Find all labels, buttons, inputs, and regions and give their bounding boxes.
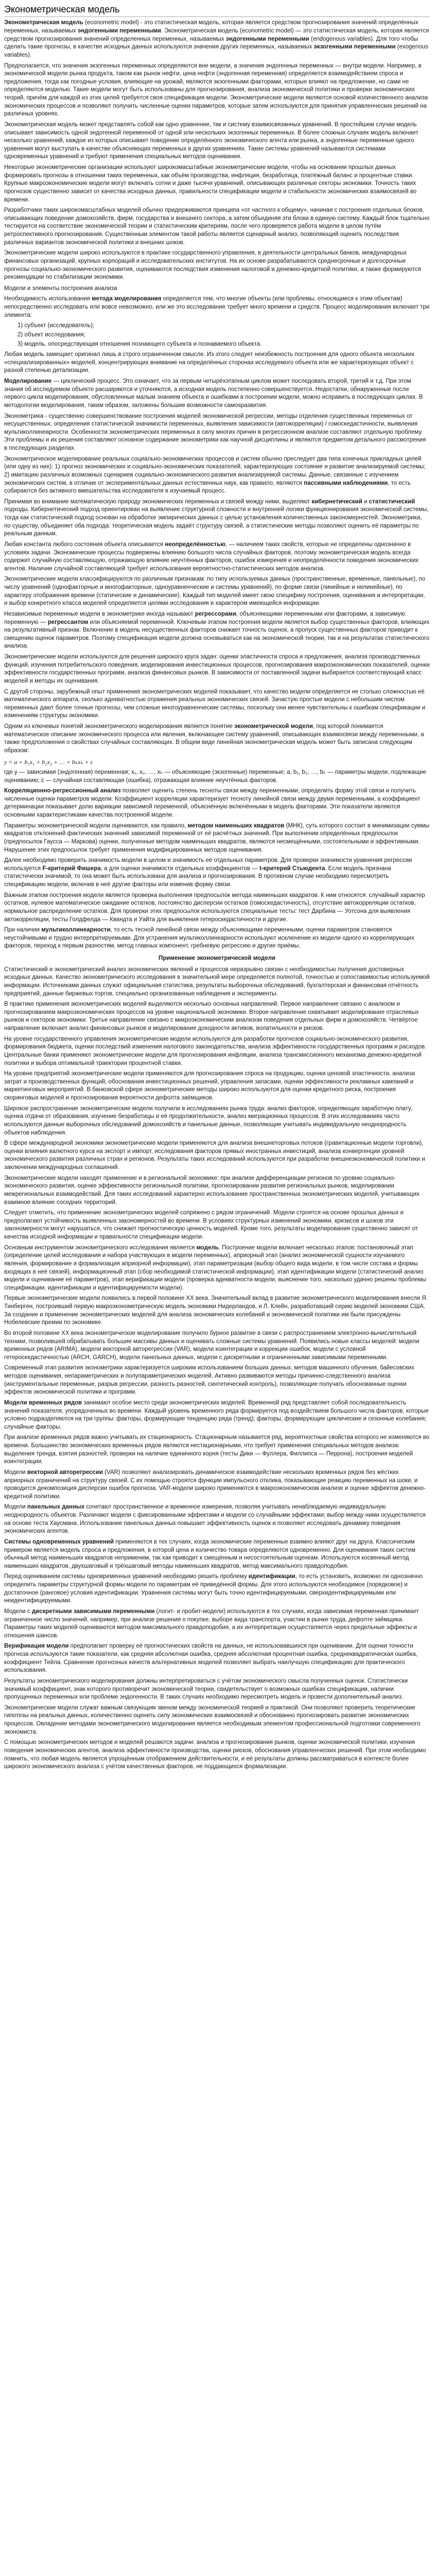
paragraph: [4, 351, 430, 375]
text-run: предполагает проверку её прогностических свойств на данных, не использовавшихся при оценивании. Для оценки точности прогноза используются такие показатели, как средняя абсолютная ошибка, средняя абсолютная процентная ошибка, среднеквадратическая ошибка, коэффициент Тейла. Сравнение прогнозных качеств альтернативных моделей позволяет выбрать наилучшую спецификацию для практического использования.: [4, 1643, 417, 1674]
emphasis-term: дискретными зависимыми переменными: [31, 1608, 155, 1615]
text-run: Некоторые эконометрические организации используют широкомасштабные эконометрические модели, чтобы на основании прошлых данных формировать прогнозы в отношении таких переменных, как объём производства, инфляция, безработица, платёжный баланс и процентные ставки. Крупные макроэкономические модели могут включать сотни и даже тысячи уравнений, описывающих различные секторы экономики. Точность таких прогнозов существенно зависит от качества исходных данных, правильности спецификации модели и стабильности экономических взаимосвязей во времени.: [4, 164, 417, 203]
text-run: Эконометрические модели используются для решения широкого круга задач: оценки эластичности спроса и предложения, анализа производственных функций, изучения потребительского поведения, моделирования инвестиционных процессов, прогнозирования макроэкономических показателей, оценки эффективности государственных программ, анализа финансовых рынков. В зависимости от поставленной задачи выбирается соответствующий класс моделей и методы их оценивания.: [4, 654, 430, 684]
emphasis-term: F-критерий Фишера: [42, 865, 101, 872]
text-run: где y — зависимая (эндогенная) переменная; x₁, x₂, …, xₖ — объясняющие (экзогенные) переменные; a, b₁, b₂, …, bₖ — параметры модели, подлежащие оцениванию; ε — случайная составляющая (ошибка), отражающая влияние неучтённых факторов.: [4, 769, 427, 784]
text-run: — циклический процесс. Это означает, что за первым четырёхэтапным циклом может последовать второй, третий и т.д. При этом знания об исследуемом объекте расширяются и уточняются, а исходная модель постепенно совершенствуется. Недостатки, обнаруженные после первого цикла моделирования, обусловленные малым знанием объекта и ошибками в построении модели, можно исправить в последующих циклах. В методологии моделирования, таким образом, заложены большие возможности самоsразвития.: [4, 378, 423, 409]
paragraph: [4, 1434, 430, 1466]
paragraph: [4, 611, 430, 651]
paragraph: [4, 892, 430, 924]
paragraph: [4, 1244, 430, 1293]
paragraph: [4, 455, 430, 496]
text-run: , объясняющими переменными или факторами, а зависимую переменную —: [4, 611, 406, 625]
text-run: (VAR) позволяют анализировать динамическое взаимодействие нескольких временных рядов без жёстких априорных ограничений на структуру связей. С их помощью строятся функции импульсного отклика, показывающие реакцию переменных на шоки, и проводится декомпозиция дисперсии ошибок прогноза. VAR-модели широко применяются в макроэкономическом анализе и оценке эффектов денежно-кредитной политики.: [4, 1469, 426, 1500]
text-run: Перед оцениванием системы одновременных уравнений необходимо решить проблему: [4, 1573, 249, 1580]
emphasis-term: регрессантом: [47, 619, 89, 625]
paragraph: [4, 1070, 430, 1103]
paragraph: [4, 1677, 430, 1702]
text-run: , — наличием таких свойств, которые не определены однозначно в условиях задачи. Экономические процессы подвержены влиянию большого числа случайных факторов, поэтому эконометрическая модель всегда содержит случайную составляющую, отражающую влияние неучтённых факторов, ошибок измерения и неопределённости поведения экономических агентов. Наличие случайной составляющей требует использования вероятностно-статистических методов анализа.: [4, 541, 419, 572]
text-run: занимают особое место среди эконометрических моделей. Временной ряд представляет собой последовательность значений показателя, упорядоченных во времени. Каждый уровень временного ряда формируется под воздействием большого числа факторов, которые условно подразделяются на три группы: факторы, формирующие тенденцию ряда (тренд); факторы, формирующие циклические и сезонные колебания; случайные факторы.: [4, 1399, 429, 1430]
text-run: Далее необходимо проверить значимость модели в целом и значимость её отдельных параметров. Для проверки значимости уравнения регрессии используется: [4, 857, 412, 872]
text-run: Важным этапом построения модели является проверка выполнения предпосылок метода наименьших квадратов. К ним относятся: случайный характер остатков, нулевое математическое ожидание остатков, постоянство дисперсии остатков (гомоскедастичность), отсутствие автокорреляции остатков, нормальное распределение остатков. Для проверки этих предпосылок используются специальные тесты: тест Дарбина — Уотсона для выявления автокорреляции, тесты Голдфелда — Квандта и Уайта для выявления гетероскедастичности и другие.: [4, 892, 425, 923]
section-heading-application: Применение эконометрической модели: [159, 955, 275, 962]
paragraph: [4, 1538, 430, 1571]
paragraph: [4, 249, 430, 282]
emphasis-term: экзогенными переменными: [313, 44, 396, 50]
text-run: Широкое распространение эконометрические модели получили в исследованиях рынка труда: анализ факторов, определяющих заработную плату, оценка отдачи от образования, изучение безработицы и её продолжительности, анализ миграционных процессов. В этих исследованиях часто используются данные выборочных обследований домохозяйств и панельные данные, позволяющие учитывать индивидуальную неоднородность объектов наблюдения.: [4, 1105, 412, 1136]
text-run: . Построение модели включает несколько этапов: постановочный этап (определение целей исследования и набора участвующих в модели переменных), априорный этап (анализ экономической сущности изучаемого явления, формирование и формализация априорной информации), этап параметризации (выбор общего вида модели, в том числе состава и формы входящих в неё связей), информационный этап (сбор необходимой статистической информации), этап идентификации модели (статистический анализ модели и оценивание её параметров), этап верификации модели (проверка адекватности модели, выяснение того, насколько удачно решены проблемы спецификации, идентификации и идентифицируемости модели).: [4, 1244, 427, 1291]
emphasis-term: эконометрической модели: [234, 723, 313, 730]
paragraph: [4, 1036, 430, 1068]
paragraph: [4, 1573, 430, 1605]
text-run: Эконометрические модели находят применение и в региональной экономике: при анализе дифференциации регионов по уровню социально-экономического развития, оценке эффективности региональной политики, прогнозировании развития региональных рынков, моделировании межрегиональных взаимодействий. Для таких исследований характерно использование пространственных эконометрических моделей, учитывающих взаимное влияние соседних территорий.: [4, 1175, 420, 1206]
emphasis-term: панельных данных: [27, 1504, 85, 1511]
paragraph: [4, 378, 430, 410]
paragraph: [4, 498, 430, 538]
emphasis-term: Корреляционно-регрессионный анализ: [4, 788, 121, 794]
emphasis-term: методом наименьших квадратов: [187, 822, 285, 829]
text-run: (логит- и пробит-модели) используются в тех случаях, когда зависимая переменная принимает ограниченное число значений, например, при анализе решения о покупке, выборе вида транспорта, участии в рынке труда, дефолте заёмщика. Параметры таких моделей оцениваются методом максимального правдоподобия, а их интерпретация осуществляется через предельные эффекты и отношения шансов.: [4, 1608, 419, 1639]
text-run: Современный этап развития эконометрики характеризуется широким использованием больших данных, методов машинного обучения, байесовских методов оценивания, непараметрических и полупараметрических моделей. Активно развиваются методы причинно-следственного анализа (инструментальные переменные, разрыв регрессии, разность разностей, синтетический контроль), позволяющие получать обоснованные оценки эффектов экономической политики и программ.: [4, 1365, 414, 1396]
text-run: На уровне предприятий эконометрические модели применяются для прогнозирования спроса на продукцию, оценки ценовой эластичности, анализа затрат и производственных функций, обоснования инвестиционных решений, управления запасами, оценки эффективности рекламных кампаний и маркетинговых мероприятий. В банковской сфере эконометрические методы широко используются для оценки кредитного риска, построения скоринговых моделей и прогнозирования вероятности дефолта заёмщиков.: [4, 1071, 415, 1101]
paragraph: [4, 787, 430, 820]
paragraph: [4, 1642, 430, 1675]
emphasis-term: Моделирование: [4, 378, 52, 385]
paragraph: [4, 1175, 430, 1207]
emphasis-term: эндогенными переменными: [77, 28, 161, 35]
text-run: применяются в тех случаях, когда экономические переменные взаимно влияют друг на друга. Классическим примером является модель спроса и предложения, в которой цена и количество товара определяются одновременно. Для оценивания таких систем обычный метод наименьших квадратов неприменим, так как приводит к смещённым и несостоятельным оценкам. Используются косвенный метод наименьших квадратов, двухшаговый и трёхшаговый методы наименьших квадратов, метод максимального правдоподобия.: [4, 1538, 415, 1569]
text-run: . Если модель признана статистически значимой, то она может быть использована для анализа и прогнозирования. В противном случае необходимо пересмотреть спецификацию модели, включив в неё другие факторы или изменив форму связи.: [4, 865, 391, 888]
paragraph: [4, 688, 430, 721]
list-item: 1) субъект (исследователь);: [18, 323, 95, 329]
list-item: 2) объект исследования;: [18, 331, 85, 338]
modeling-elements-list: [4, 322, 430, 348]
paragraph: [4, 1704, 430, 1737]
text-run: Основным инструментом эконометрического исследования является: [4, 1244, 197, 1251]
text-run: сочетают пространственное и временное измерения, позволяя учитывать ненаблюдаемую индивидуальную неоднородность объектов. Различают модели с фиксированными эффектами и модели со случайными эффектами; выбор между ними осуществляется на основе теста Хаусмана. Использование панельных данных повышает эффективность оценок и позволяет исследовать динамику поведения экономических агентов.: [4, 1504, 426, 1535]
text-run: Эконометрика - существенно совершенствование построения моделей экономической регрессии, методы отделения существенных переменных от несущественных, определения статистической значимости переменных, выявления зависимости (автокорреляции) / гомоскедастичности, выявления мультиколлинеарности. Особенности эконометрических переменных в силу многих причин в регрессионном анализе составляют отдельную проблему. Эти проблемы и их решения составляют основное содержание эконометрики как научной дисциплины и являются предметом детального рассмотрения в последующих разделах.: [4, 413, 426, 452]
text-run: Принимая во внимание математическую природу экономических переменных и связей между ними, выделяют: [4, 498, 312, 505]
paragraph: [4, 295, 430, 319]
text-run: Одним из ключевых понятий эконометрического моделирования является понятие: [4, 723, 235, 730]
text-run: (exogenous variables).: [4, 44, 428, 58]
paragraph: [4, 575, 430, 608]
emphasis-term: статистический: [369, 498, 415, 505]
text-run: Первые эконометрические модели появились в первой половине XX века. Значительный вклад в развитие эконометрического моделирования внесли Я. Тинберген, построивший первую макроэконометрическую модель экономики Нидерландов, и Л. Клейн, разработавший серию моделей экономики США. За создание и применение эконометрических моделей для анализа экономических колебаний и экономической политики им были присуждены Нобелевские премии по экономике.: [4, 1295, 428, 1326]
paragraph: [4, 1364, 430, 1397]
text-run: Предполагается, что значения экзогенных переменных определяются вне модели, а значения эндогенных переменных — внутри модели. Например, в экономической модели рынка продукта, таком как рынок нефти, цена нефти (эндогенная переменная) определяется взаимодействием спроса и предложения, тогда как погодные условия, влияющие на урожай, являются экзогенными факторами, которые влияют на предложение, но сами не определяются моделью. Такие модели могут быть использованы для прогнозирования, анализа экономической политики и проверки экономических теорий, причём для каждой из этих целей требуется своя спецификация модели. Эконометрические модели являются основой количественного анализа экономических процессов и позволяют получить численные оценки параметров, которые затем используются для принятия управленческих решений на различных уровнях.: [4, 62, 428, 117]
emphasis-term: Модели временных рядов: [4, 1399, 82, 1406]
text-run: Статистический и эконометрический анализ экономических явлений и процессов неразрывно связан с необходимостью получения достоверных исходных данных. Качество эконометрического исследования в значительной мере определяется полнотой, точностью и сопоставимостью используемой информации. Источниками данных служат официальная статистика, результаты выборочных обследований, бухгалтерская и финансовая отчётность предприятий, данные биржевых торгов, специально организованные наблюдения и эксперименты.: [4, 966, 430, 997]
text-run: Модели с: [4, 1608, 32, 1615]
paragraph: [4, 62, 430, 118]
text-run: или объясняемой переменной. Ключевым этапом построения модели является выбор существенных факторов, влияющих на результативный признак. Включение в модель несущественных факторов снижает точность оценок, а пропуск существенных факторов приводит к смещению оценок параметров. Поэтому спецификация модели должна основываться как на экономической теории, так и на результатах статистического анализа.: [4, 619, 430, 650]
text-run: Эконометрические модели широко используются в практике государственного управления, в деятельности центральных банков, международных финансовых организаций, крупных корпораций и исследовательских институтов. На их основе разрабатываются среднесрочные и долгосрочные прогнозы социально-экономического развития, оцениваются последствия изменения налоговой и денежно-кредитной политики, а также формируются рекомендации по стабилизации экономики.: [4, 250, 421, 281]
text-run: Необходимость использования: [4, 296, 92, 302]
paragraph: [4, 1330, 430, 1362]
paragraph: [4, 1295, 430, 1327]
text-run: Результаты эконометрического моделирования должны интерпретироваться с учётом экономического смысла полученных оценок. Статистически значимый коэффициент, знак которого противоречит экономической теории, свидетельствует о возможных ошибках спецификации, наличии пропущенных переменных или проблеме эндогенности. В таких случаях необходимо пересмотреть модель и провести дополнительный анализ.: [4, 1677, 408, 1701]
emphasis-term: t-критерий Стьюдента: [259, 865, 325, 872]
paragraph: [4, 769, 430, 785]
text-run: При анализе временных рядов важно учитывать их стационарность. Стационарным называется ряд, вероятностные свойства которого не изменяются во времени. Большинство экономических временных рядов являются нестационарными, что требует применения специальных методов анализа: выделения тренда, взятия разностей, проверки на наличие единичного корня (тесты Дики — Фуллера, Филлипса — Перрона), построения моделей коинтеграции.: [4, 1434, 430, 1465]
text-run: При наличии: [4, 927, 42, 934]
emphasis-term: регрессорами: [195, 611, 237, 617]
paragraph: [4, 121, 430, 161]
text-run: Эконометрические модели служат важным связующим звеном между экономической теорией и практикой. Они позволяют проверить теоретические гипотезы на реальных данных, количественно оценить силу экономических взаимосвязей и обоснованно прогнозировать развитие экономических процессов. Овладение методами эконометрического моделирования является необходимым элементом профессиональной подготовки современного экономиста.: [4, 1704, 421, 1735]
emphasis-term: модель: [196, 1244, 219, 1251]
text-run: В сфере международной экономики эконометрические модели применяются для анализа внешнеторговых потоков (гравитационные модели торговли), оценки влияния валютного курса на экспорт и импорт, исследования факторов прямых иностранных инвестиций, анализа конвергенции уровней экономического развития различных стран и регионов. Результаты таких исследований используются при разработке внешнеэкономической политики и заключении международных соглашений.: [4, 1140, 425, 1171]
text-run: позволяет оценить степень тесноты связи между переменными, определить форму этой связи и получить численные оценки параметров модели. Коэффициент корреляции характеризует тесноту линейной связи между двумя переменными, а коэффициент детерминации показывает долю вариации зависимой переменной, объяснённую включёнными в модель факторами. Эти показатели являются основными характеристиками качества построенной модели.: [4, 788, 421, 819]
paragraph: [4, 1399, 430, 1432]
paragraph: [4, 1608, 430, 1640]
list-item: 3) модель, опосредствующая отношения познающего субъекта и познаваемого объекта.: [18, 341, 262, 347]
emphasis-term: неопределённостью: [165, 541, 226, 548]
text-run: В практике применения эконометрических моделей выделяются несколько основных направлений. Первое направление связано с анализом и прогнозированием макроэкономических процессов на уровне национальной экономики. Второе направление охватывает моделирование отраслевых рынков и секторов экономики. Третье направление связано с микроэкономическим анализом поведения отдельных фирм и домохозяйств. Четвёртое направление включает анализ финансовых рынков и моделирование доходности активов, волатильности и рисков.: [4, 1001, 419, 1032]
text-run: подходы. Кибернетический подход ориентирован на выявление структурной сложности и внутренней логики функционирования экономической системы, тогда как статистический подход основан на обработке эмпирических данных с целью установления количественных закономерностей. Эконометрика, по существу, объединяет оба подхода: теоретическая модель задаёт структуру связей, а статистические методы позволяют оценить её параметры по реальным данным.: [4, 506, 429, 537]
paragraph: [4, 1469, 430, 1501]
paragraph: [4, 926, 430, 951]
text-run: С помощью эконометрических методов и моделей решаются задачи: анализа и прогнозирования рынков, оценки экономической политики, изучения поведения экономических агентов, анализа эффективности производства, оценки рисков, обоснования управленческих решений. При этом необходимо помнить, что любая модель является упрощённым отображением действительности, и её результаты должны рассматриваться в контексте более широкого экономического анализа с учётом качественных факторов, не поддающихся формализации.: [4, 1739, 426, 1770]
text-run: Разработчики таких широкомасштабных моделей обычно придерживаются принципа «от частного к общему», начиная с построения отдельных блоков, описывающих поведение домохозяйств, фирм, государства и внешнего сектора, а затем объединяя эти блоки в единую систему. Каждый блок тщательно тестируется на соответствие экономической теории и статистическим критериям, после чего проверяется работа модели в целом путём ретроспективного прогнозирования. Существенным элементом такой работы является сценарный анализ, позволяющий оценить последствия различных вариантов экономической политики и внешних шоков.: [4, 207, 430, 246]
text-run: . Эконометрическая модель (econometric model) — это статистическая модель, которая является средством прогнозирования значений определенных переменных, называемых: [4, 28, 429, 42]
emphasis-term: Системы одновременных уравнений: [4, 1538, 114, 1545]
text-run: и: [362, 498, 369, 505]
emphasis-term: эндогенными переменными: [225, 36, 309, 42]
text-run: Эконометрическая модель может представлять собой как одно уравнение, так и систему взаимосвязанных уравнений. В простейшем случае модель описывает зависимость одной эндогенной переменной от одной или нескольких экзогенных переменных. В более сложных случаях модель включает несколько уравнений, каждое из которых описывает поведение определённого экономического агента или рынка, а эндогенные переменные одного уравнения могут выступать в качестве объясняющих переменных в других уравнениях. Такие системы уравнений называются системами одновременных уравнений и требуют применения специальных методов оценивания.: [4, 121, 418, 160]
text-run: Любая константа любого состояния объекта описывается: [4, 541, 165, 548]
text-run: Эконометрические модели классифицируются по различным признакам: по типу используемых данных (пространственные, временные, панельные), по числу уравнений (однофакторные и многофакторные, одноуравненческие и системы уравнений), по форме связи (линейные и нелинейные), по характеру отображения времени (статические и динамические). Каждый тип моделей имеет свою специфику построения, оценивания и интерпретации, и выбор конкретного класса моделей определяется целями исследования и характером имеющейся информации.: [4, 576, 426, 607]
emphasis-term: Эконометрическая модель: [4, 20, 83, 26]
paragraph-intro: [4, 19, 430, 59]
text-run: , под которой понимается математическое описание экономического процесса или явления, включающее систему уравнений, описывающих взаимосвязи между переменными, а также предположения о свойствах случайных составляющих. В общем виде линейная эконометрическая модель может быть записана следующим образом:: [4, 723, 424, 754]
paragraph: [4, 857, 430, 889]
text-run: , то есть установить, возможно ли однозначно определить параметры структурной формы модели по параметрам её приведённой формы. Для этого используются необходимое (порядковое) и достаточное (ранговое) условия идентификации. Уравнения системы могут быть точно идентифицируемыми, сверхидентифицируемыми или неидентифицируемыми.: [4, 1573, 423, 1604]
text-run: Модели: [4, 1469, 27, 1476]
paragraph: [4, 207, 430, 247]
text-run: Независимые переменные модели в эконометрике иногда называют: [4, 611, 195, 617]
paragraph: [4, 1209, 430, 1242]
text-run: , то есть собираются без активного вмешательства исследователя в изучаемый процесс.: [4, 480, 411, 495]
text-run: Любая модель замещает оригинал лишь в строго ограниченном смысле. Из этого следует неизбежность построения для одного объекта нескольких «специализированных» моделей, концентрирующих внимание на определённых сторонах исследуемого объекта или же характеризующих объект с разной степенью детализации.: [4, 351, 415, 374]
paragraph: [4, 723, 430, 755]
emphasis-term: метода моделирования: [92, 296, 162, 302]
text-run: (econometric model) - это статистическая модель, которая является средством прогнозирования значений определённых переменных, называемых: [4, 20, 418, 35]
text-run: , то есть тесной линейной связи между объясняющими переменными, оценки параметров становятся неустойчивыми и трудно интерпретируемыми. Для устранения мультиколлинеарности используют исключение из модели одного из коррелирующих факторов, переход к первым разностям, метод главных компонент, гребневую регрессию и другие приёмы.: [4, 927, 414, 950]
regression-formula: y = a + b₁x₁ + b₂x₂ + … + bₖxₖ + ε: [4, 758, 93, 766]
emphasis-term: Верификация модели: [4, 1643, 69, 1650]
emphasis-term: мультиколлинеарности: [41, 927, 111, 934]
text-run: Модели: [4, 1504, 27, 1511]
emphasis-term: пассивными наблюдениями: [304, 480, 388, 486]
emphasis-term: идентификации: [248, 1573, 295, 1580]
text-run: Эконометрическое моделирование реальных социально-экономических процессов и систем обычно преследует два типа конечных прикладных целей (или одну из них): 1) прогноз экономических и социально-экономических показателей, характеризующих состояние и развитие анализируемой системы; 2) имитацию различных возможных сценариев социально-экономического развития анализируемой системы. Данные, связанные с изучением экономических систем, в отличие от экспериментальных данных естественных наук, как правило, являются: [4, 455, 426, 486]
paragraph: [4, 822, 430, 855]
paragraph: [4, 413, 430, 453]
page-title: Эконометрическая модель: [4, 3, 430, 17]
text-run: , а для оценки значимости отдельных коэффициентов —: [100, 865, 260, 872]
paragraph: [4, 541, 430, 573]
paragraph: [4, 1140, 430, 1172]
paragraph: [4, 1739, 430, 1771]
paragraph: [4, 653, 430, 686]
text-run: На уровне государственного управления эконометрические модели используются для разработки прогнозов социально-экономического развития, формирования бюджета, оценки последствий изменения налогового законодательства, анализа эффективности государственных программ и расходов. Центральные банки применяют эконометрические модели для прогнозирования инфляции, анализа трансмиссионного механизма денежно-кредитной политики и выбора оптимальной траектории процентной ставки.: [4, 1036, 427, 1066]
paragraph: [4, 966, 430, 998]
text-run: (endogenous variables). Для того чтобы сделать такие прогнозы, в качестве исходных данных используются значения других переменных, называемых: [4, 36, 418, 50]
paragraph: [4, 1503, 430, 1536]
text-run: С другой стороны, зарубежный опыт применения эконометрических моделей показывает, что качество модели определяется не столько сложностью её математического аппарата, сколько адекватностью отражения реальных экономических связей. Зачастую простые модели с небольшим числом переменных дают более точные прогнозы, чем сложные многоуравненческие системы, поскольку они менее чувствительны к ошибкам спецификации и изменениям структуры экономики.: [4, 688, 426, 719]
section-heading-models: Модели и элементы построения анализа: [4, 285, 117, 292]
text-run: Следует отметить, что применение эконометрических моделей сопряжено с рядом ограничений. Модели строятся на основе прошлых данных и предполагают устойчивость выявленных закономерностей во времени. В условиях структурных изменений экономики, кризисов и шоков эти закономерности могут нарушаться, что снижает прогностическую ценность моделей. Кроме того, результаты моделирования существенно зависят от качества исходной информации и правильности спецификации модели.: [4, 1210, 418, 1241]
emphasis-term: векторной авторегрессии: [27, 1469, 103, 1476]
text-run: (МНК), суть которого состоит в минимизации суммы квадратов отклонений фактических значений зависимой переменной от её расчётных значений. При выполнении определённых предпосылок (предпосылок Гаусса — Маркова) оценки, полученные методом наименьших квадратов, являются несмещёнными, состоятельными и эффективными. Нарушение этих предпосылок требует применения модифицированных методов оценивания.: [4, 822, 430, 853]
text-run: Параметры эконометрической модели оцениваются, как правило,: [4, 822, 188, 829]
text-run: определяется тем, что многие объекты (или проблемы, относящиеся к этим объектам) непосредственно исследовать или вовсе невозможно, или же это исследование требует много времени и средств. Процесс моделирования включает три элемента:: [4, 296, 430, 318]
paragraph: [4, 164, 430, 204]
paragraph: [4, 1105, 430, 1138]
text-run: Во второй половине XX века эконометрическое моделирование получило бурное развитие в связи с распространением электронно-вычислительной техники, позволившей обрабатывать большие массивы данных и оценивать сложные системы уравнений. Появились новые классы моделей: модели временных рядов (ARIMA), модели векторной авторегрессии (VAR), модели коинтеграции и коррекции ошибок, модели с условной гетероскедастичностью (ARCH, GARCH), модели панельных данных, модели с дискретными и ограниченными зависимыми переменными.: [4, 1330, 420, 1361]
paragraph: [4, 1001, 430, 1033]
emphasis-term: кибернетический: [311, 498, 362, 505]
